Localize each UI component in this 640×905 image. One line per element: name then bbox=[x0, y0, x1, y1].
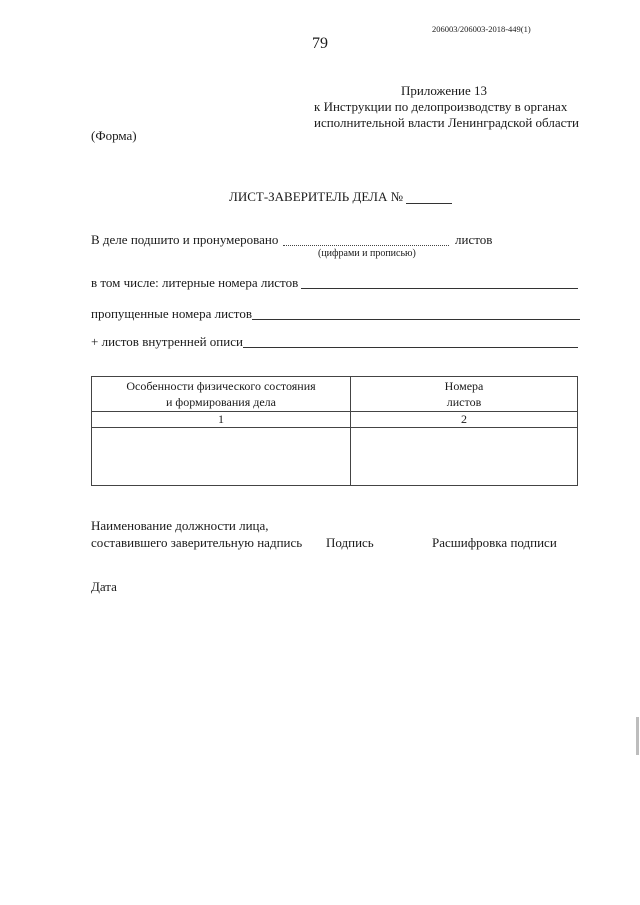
col1-header bbox=[92, 377, 351, 412]
scan-edge-mark bbox=[636, 717, 639, 755]
table-row bbox=[92, 428, 578, 486]
position-line-2: составившего заверительную надпись bbox=[91, 535, 303, 550]
appendix-block bbox=[314, 83, 614, 131]
document-id: 206003/206003-2018-449(1) bbox=[432, 24, 531, 34]
document-title-text: ЛИСТ-ЗАВЕРИТЕЛЬ ДЕЛА № bbox=[229, 189, 404, 204]
appendix-line-1: к Инструкции по делопроизводству в органах bbox=[314, 99, 568, 114]
col1-header-line-2: и формирования дела bbox=[166, 395, 276, 409]
document-title bbox=[229, 189, 403, 205]
table-cell-empty[interactable] bbox=[351, 428, 578, 486]
form-label: (Форма) bbox=[91, 128, 137, 143]
decoding-label: Расшифровка подписи bbox=[432, 535, 557, 550]
sheets-suffix: листов bbox=[455, 232, 493, 247]
appendix-title: Приложение 13 bbox=[401, 83, 488, 98]
appendix-line-2: исполнительной власти Ленинградской области bbox=[314, 115, 580, 130]
case-number-line bbox=[406, 203, 452, 204]
date-label: Дата bbox=[91, 579, 117, 594]
sheets-count-line bbox=[283, 245, 449, 246]
page-number: 79 bbox=[312, 35, 328, 52]
col2-header-line-2: листов bbox=[446, 395, 482, 409]
condition-table bbox=[91, 376, 578, 486]
filed-label: В деле подшито и пронумеровано bbox=[91, 232, 279, 247]
signature-label: Подпись bbox=[326, 535, 374, 550]
inventory-label: + листов внутренней описи bbox=[91, 334, 243, 349]
col1-header-line-1: Особенности физического состояния bbox=[126, 379, 316, 393]
col2-number: 2 bbox=[351, 412, 578, 428]
inventory-line bbox=[243, 347, 578, 348]
table-cell-empty[interactable] bbox=[92, 428, 351, 486]
col2-header bbox=[351, 377, 578, 412]
table-number-row bbox=[92, 412, 578, 428]
col1-number: 1 bbox=[92, 412, 351, 428]
letter-numbers-label: в том числе: литерные номера листов bbox=[91, 275, 299, 290]
numbers-hint: (цифрами и прописью) bbox=[318, 248, 416, 259]
position-line-1: Наименование должности лица, bbox=[91, 518, 269, 533]
col2-header-line-1: Номера bbox=[444, 379, 484, 393]
missing-numbers-line bbox=[252, 319, 580, 320]
missing-numbers-label: пропущенные номера листов bbox=[91, 306, 252, 321]
letter-numbers-line bbox=[301, 288, 578, 289]
table-header-row bbox=[92, 377, 578, 412]
